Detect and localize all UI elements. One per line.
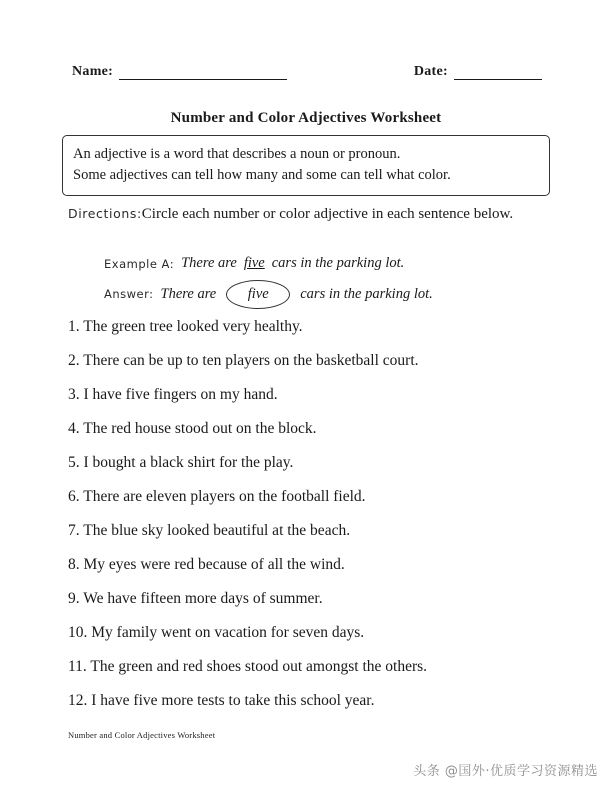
- footer-label: Number and Color Adjectives Worksheet: [68, 730, 216, 740]
- name-label: Name:: [72, 64, 114, 79]
- page-title: Number and Color Adjectives Worksheet: [170, 110, 442, 126]
- definition-box: [62, 135, 550, 196]
- date-label: Date:: [413, 64, 448, 79]
- list-item[interactable]: 10. My family went on vacation for seven days.: [68, 624, 365, 642]
- date-field-group: [414, 64, 542, 80]
- list-item[interactable]: 9. We have fifteen more days of summer.: [68, 590, 323, 608]
- definition-line-2: Some adjectives can tell how many and some can tell what color.: [73, 167, 451, 184]
- list-item[interactable]: 4. The red house stood out on the block.: [68, 420, 317, 438]
- list-item[interactable]: 3. I have five fingers on my hand.: [68, 386, 278, 404]
- example-block: [104, 253, 544, 309]
- answer-text-after: cars in the parking lot.: [300, 285, 433, 302]
- list-item[interactable]: 1. The green tree looked very healthy.: [68, 318, 303, 336]
- sentence-list: [68, 310, 568, 718]
- list-item[interactable]: 7. The blue sky looked beautiful at the beach.: [68, 522, 351, 540]
- answer-row: [104, 279, 544, 309]
- name-input-blank[interactable]: [119, 66, 287, 80]
- answer-tag: Answer:: [104, 287, 154, 301]
- date-input-blank[interactable]: [454, 66, 542, 80]
- list-item[interactable]: 6. There are eleven players on the football field.: [68, 488, 366, 506]
- example-tag: Example A:: [104, 256, 175, 271]
- example-underlined-word: five: [243, 255, 265, 271]
- example-row: [104, 253, 544, 274]
- list-item[interactable]: 2. There can be up to ten players on the basketball court.: [68, 352, 419, 370]
- definition-line-1: An adjective is a word that describes a noun or pronoun.: [73, 146, 401, 162]
- list-item[interactable]: 8. My eyes were red because of all the wind.: [68, 556, 345, 574]
- list-item[interactable]: 12. I have five more tests to take this school year.: [68, 692, 375, 710]
- directions-block: [68, 203, 548, 226]
- directions-label: Directions:: [68, 206, 142, 221]
- answer-text-before: There are: [160, 285, 217, 302]
- watermark-text: 头条 @国外·优质学习资源精选: [413, 764, 598, 779]
- watermark: [413, 760, 598, 779]
- example-text-before: There are: [181, 255, 237, 271]
- name-field-group: [72, 64, 287, 80]
- list-item[interactable]: 5. I bought a black shirt for the play.: [68, 454, 294, 472]
- name-date-row: [72, 64, 542, 80]
- directions-text: Circle each number or color adjective in each sentence below.: [141, 206, 514, 222]
- answer-circled-word: five: [226, 280, 290, 309]
- example-text-after: cars in the parking lot.: [271, 255, 405, 271]
- list-item[interactable]: 11. The green and red shoes stood out amongst the others.: [68, 658, 428, 676]
